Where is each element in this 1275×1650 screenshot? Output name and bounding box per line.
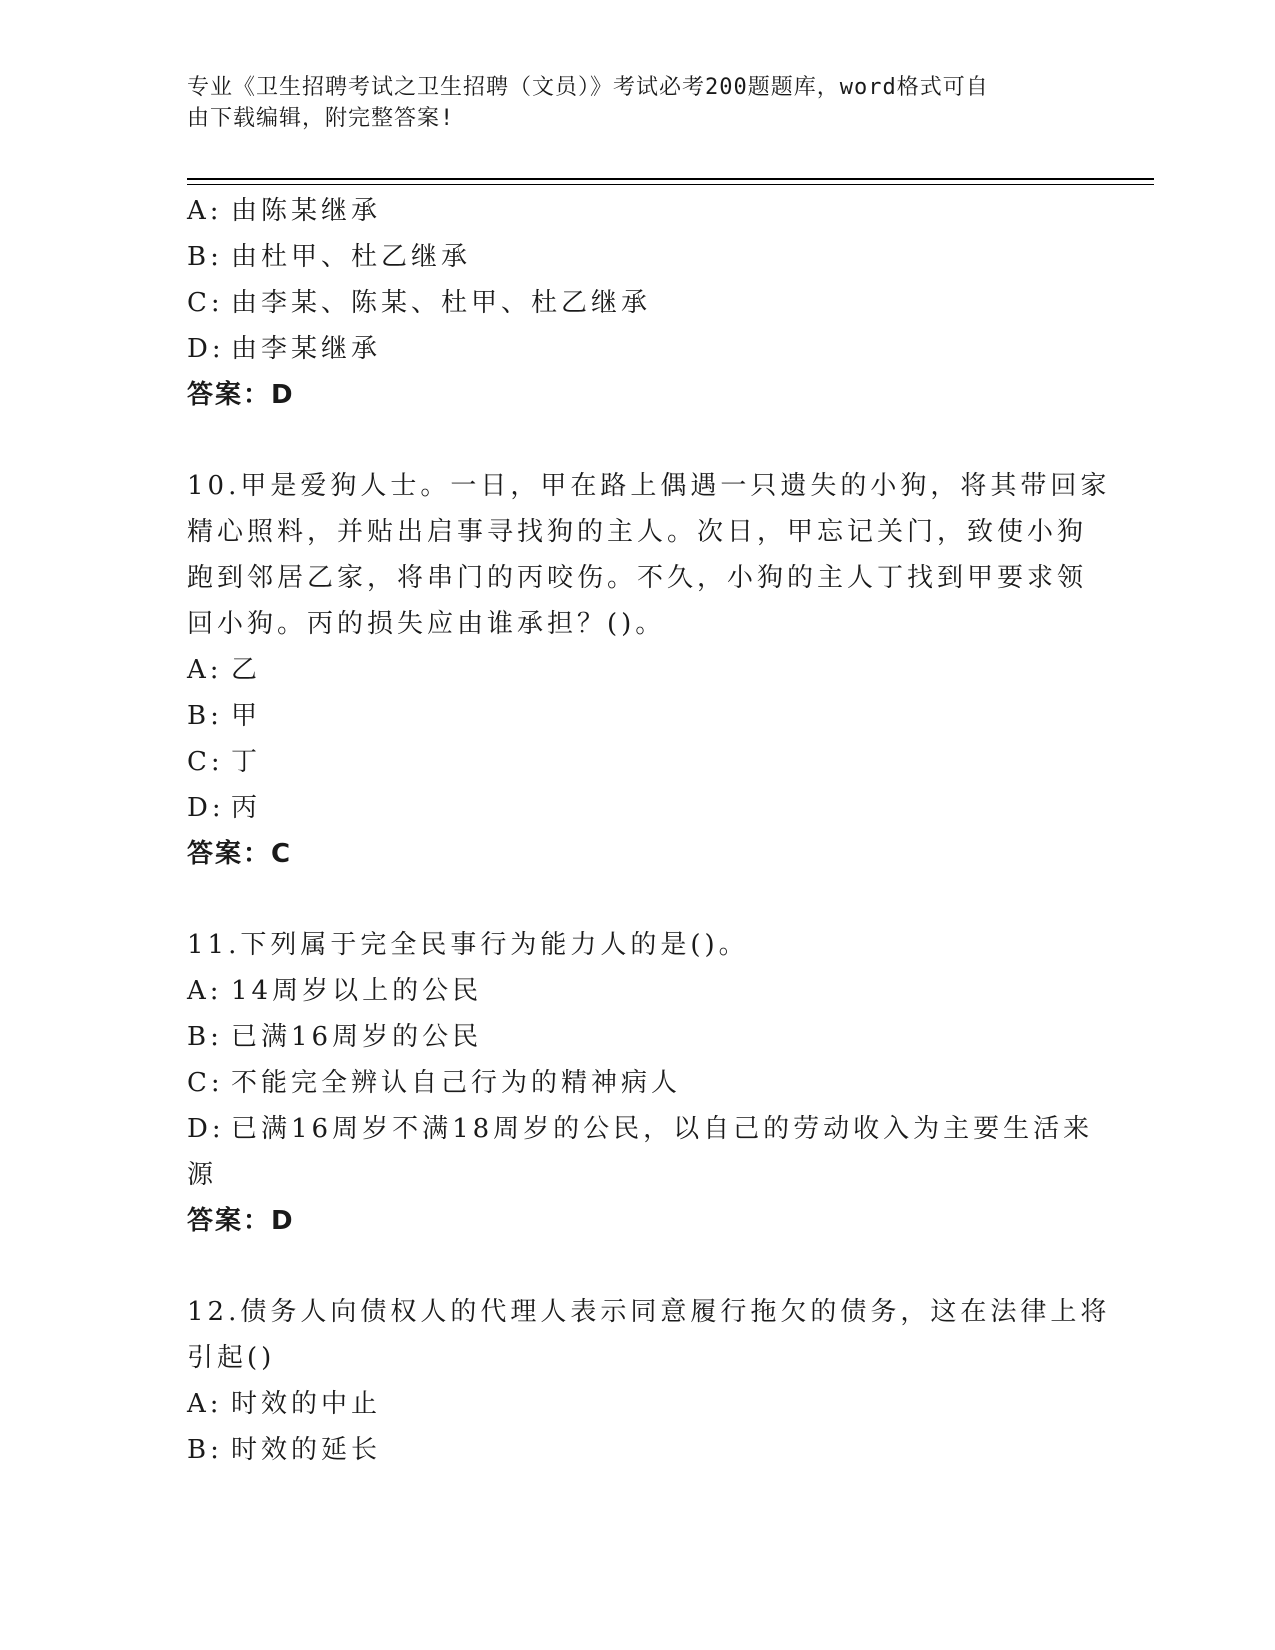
header-line-1: 专业《卫生招聘考试之卫生招聘（文员）》考试必考200题题库，word格式可自 — [187, 75, 989, 100]
option-label: A: — [187, 976, 223, 1006]
option-label: C: — [187, 288, 224, 318]
option-a — [187, 647, 1087, 693]
option-label: B: — [187, 1022, 223, 1052]
option-b — [187, 234, 1087, 280]
question-stem-line: 跑到邻居乙家，将串门的丙咬伤。不久，小狗的主人丁找到甲要求领 — [187, 563, 1088, 593]
option-label: B: — [187, 701, 223, 731]
option-label: B: — [187, 242, 223, 272]
question-stem-line: 精心照料，并贴出启事寻找狗的主人。次日，甲忘记关门，致使小狗 — [187, 517, 1088, 547]
question-stem-line: 回小狗。丙的损失应由谁承担？()。 — [187, 609, 666, 639]
answer-line: 答案：D — [187, 380, 295, 410]
header-line-2: 由下载编辑，附完整答案! — [187, 106, 455, 131]
option-d — [187, 326, 1087, 372]
question-stem-line: 12.债务人向债权人的代理人表示同意履行拖欠的债务，这在法律上将 — [187, 1297, 1111, 1327]
option-d-continuation: 源 — [187, 1160, 218, 1190]
question-9 — [187, 188, 1087, 418]
option-b — [187, 1014, 1087, 1060]
option-text: 时效的中止 — [231, 1389, 382, 1419]
option-a — [187, 188, 1087, 234]
option-label: D: — [187, 793, 225, 823]
option-text: 乙 — [231, 655, 262, 685]
option-text: 丙 — [231, 793, 262, 823]
option-label: A: — [187, 655, 223, 685]
answer-line: 答案：D — [187, 1206, 295, 1236]
header-divider-thick — [187, 178, 1154, 180]
option-label: A: — [187, 196, 223, 226]
option-text: 由李某、陈某、杜甲、杜乙继承 — [231, 288, 652, 318]
option-a — [187, 1381, 1087, 1427]
option-label: C: — [187, 747, 224, 777]
option-text: 由陈某继承 — [231, 196, 382, 226]
option-label: A: — [187, 1389, 223, 1419]
option-c — [187, 280, 1087, 326]
option-d — [187, 1106, 1094, 1152]
option-text: 14周岁以上的公民 — [231, 976, 483, 1006]
question-10 — [187, 463, 1111, 877]
question-stem-line: 11.下列属于完全民事行为能力人的是()。 — [187, 930, 749, 960]
question-12 — [187, 1289, 1111, 1473]
option-label: B: — [187, 1435, 223, 1465]
question-11 — [187, 922, 1094, 1244]
option-label: D: — [187, 334, 225, 364]
option-b — [187, 693, 1087, 739]
option-a — [187, 968, 1087, 1014]
answer-line: 答案：C — [187, 839, 293, 869]
option-text: 由李某继承 — [231, 334, 382, 364]
option-text: 时效的延长 — [231, 1435, 382, 1465]
option-text: 不能完全辨认自己行为的精神病人 — [231, 1068, 682, 1098]
option-text: 由杜甲、杜乙继承 — [231, 242, 472, 272]
question-stem-line: 10.甲是爱狗人士。一日，甲在路上偶遇一只遗失的小狗，将其带回家 — [187, 471, 1111, 501]
option-text: 甲 — [231, 701, 262, 731]
option-c — [187, 739, 1087, 785]
option-b — [187, 1427, 1087, 1473]
option-text: 已满16周岁的公民 — [231, 1022, 483, 1052]
question-stem-line: 引起() — [187, 1343, 276, 1373]
option-d — [187, 785, 1087, 831]
option-label: D: — [187, 1114, 225, 1144]
option-text: 已满16周岁不满18周岁的公民，以自己的劳动收入为主要生活来 — [231, 1114, 1094, 1144]
option-c — [187, 1060, 1087, 1106]
header-divider-thin — [187, 184, 1154, 185]
option-text: 丁 — [231, 747, 262, 777]
option-label: C: — [187, 1068, 224, 1098]
document-header — [187, 72, 1067, 134]
question-list — [187, 188, 1111, 1473]
